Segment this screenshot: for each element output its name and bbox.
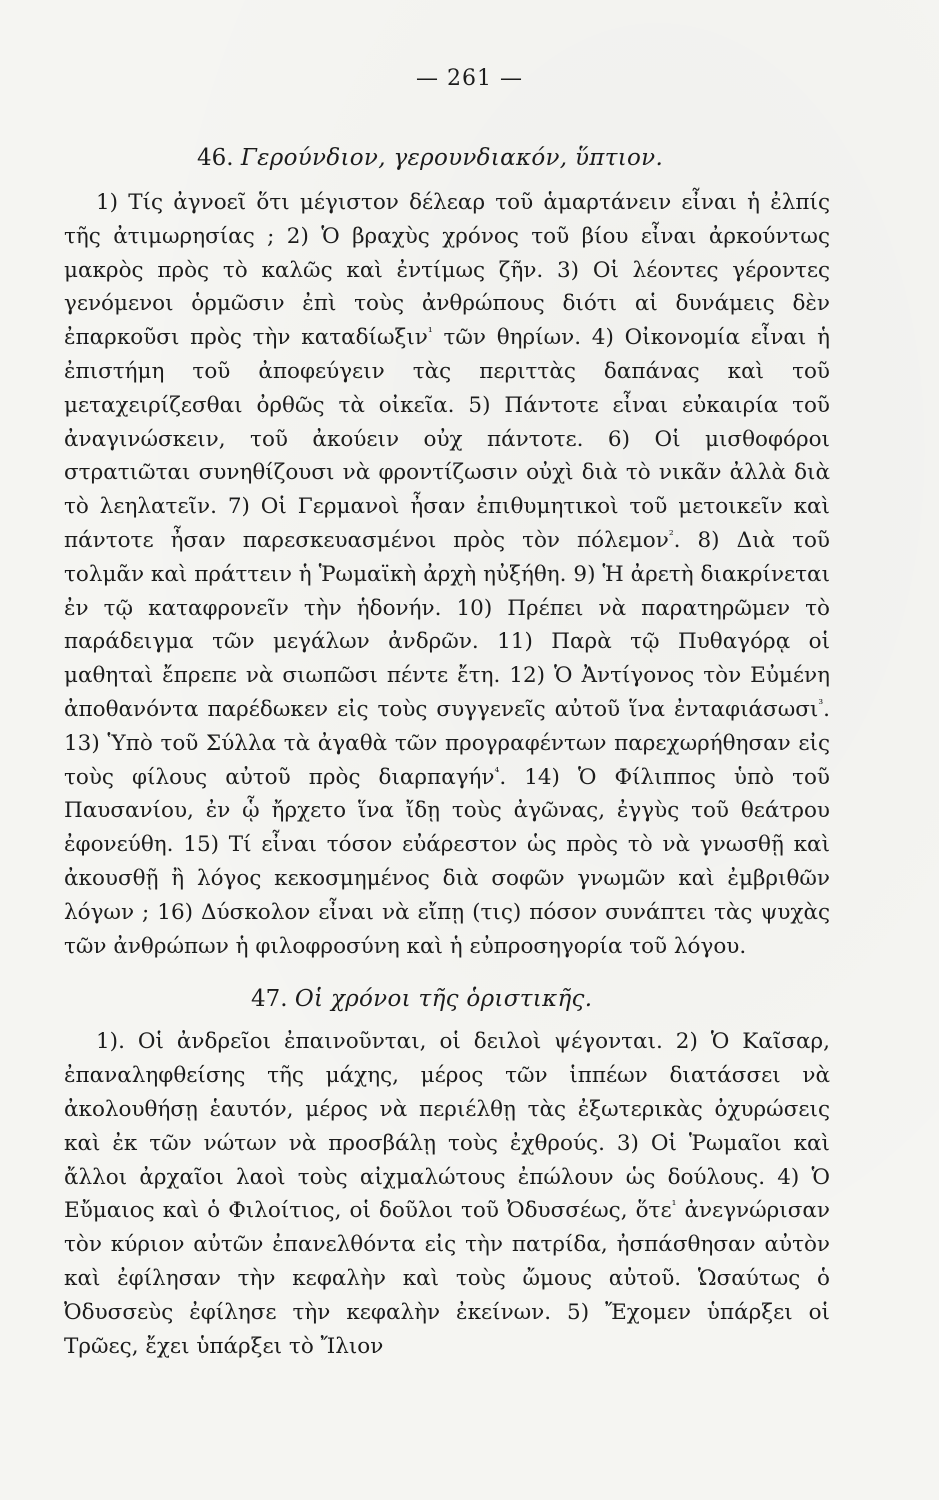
section-46-text-part: . 14) Ὁ Φίλιππος ὑπὸ τοῦ Παυσανίου, ἐν ᾧ ἤρχετο ἵνα ἴδῃ τοὺς ἀγῶνας, ἐγγὺς τοῦ θεάτρου ἐφονεύθη. 15) Τί εἶναι τόσον εὐάρεστον ὡς πρὸς τὸ νὰ γνωσθῇ καὶ ἀκουσθῇ ἢ λόγος κεκοσμημένος διὰ σοφῶν γνωμῶν καὶ ἐμβριθῶν λόγων ; 16) Δύσκολον εἶναι νὰ εἴπῃ (τις) πόσον συνάπτει τὰς ψυχὰς τῶν ἀνθρώπων ἡ φιλοφροσύνη καὶ ἡ εὐπροσηγορία τοῦ λόγου. bbox=[64, 764, 830, 959]
section-47-title: Οἱ χρόνοι τῆς ὁριστικῆς. bbox=[294, 986, 593, 1013]
section-46-text-part: 1) Τίς ἀγνοεῖ ὅτι μέγιστον δέλεαρ τοῦ ἁμαρτάνειν εἶναι ἡ ἐλπίς τῆς ἀτιμωρησίας ; 2) Ὁ βραχὺς χρόνος τοῦ βίου εἶναι ἀρκούντως μακρὸς πρὸς τὸ καλῶς καὶ ἐντίμως ζῆν. 3) Οἱ λέοντες γέροντες γενόμενοι ὁρμῶσιν ἐπὶ τοὺς ἀνθρώπους διότι αἱ δυνάμεις δὲν ἐπαρκοῦσι πρὸς τὴν καταδίωξιν bbox=[64, 190, 830, 351]
page-number: — 261 — bbox=[416, 66, 523, 91]
section-47-text-part: ἀνεγνώρισαν τὸν κύριον αὐτῶν ἐπανελθόντα εἰς τὴν πατρίδα, ἠσπάσθησαν αὐτὸν καὶ ἐφίλησαν τὴν κεφαλὴν καὶ τοὺς ὤμους αὐτοῦ. Ὡσαύτως ὁ Ὀδυσσεὺς ἐφίλησε τὴν κεφαλὴν ἐκείνων. 5) Ἔχομεν ὑπάρξει οἱ Τρῶες, ἔχει ὑπάρξει τὸ Ἴλιον bbox=[64, 1198, 830, 1359]
section-47-heading bbox=[64, 983, 830, 1015]
section-46-heading bbox=[64, 142, 830, 174]
footnote-marker: ¹ bbox=[427, 325, 433, 340]
section-46-text-part: τῶν θηρίων. 4) Οἰκονομία εἶναι ἡ ἐπιστήμη τοῦ ἀποφεύγειν τὰς περιττὰς δαπάνας καὶ τοῦ μεταχειρίζεσθαι ὀρθῶς τὰ οἰκεῖα. 5) Πάντοτε εἶναι εὐκαιρία τοῦ ἀναγινώσκειν, τοῦ ἀκούειν οὐχ πάντοτε. 6) Οἱ μισθοφόροι στρατιῶται συνηθίζουσι νὰ φροντίζωσιν οὐχὶ διὰ τὸ νικᾶν ἀλλὰ διὰ τὸ λεηλατεῖν. 7) Οἱ Γερμανοὶ ἦσαν ἐπιθυμητικοὶ τοῦ μετοικεῖν καὶ πάντοτε ἦσαν παρεσκευασμένοι πρὸς τὸν πόλεμον bbox=[64, 325, 830, 553]
section-47-paragraph bbox=[64, 1025, 830, 1363]
footnote-marker: ¹ bbox=[671, 1198, 677, 1213]
section-46-title: Γερούνδιον, γερουνδιακόν, ὕπτιον. bbox=[240, 145, 664, 171]
section-46-paragraph bbox=[64, 186, 830, 963]
section-47-number: 47. bbox=[251, 986, 288, 1013]
section-46-number: 46. bbox=[197, 145, 234, 171]
footnote-marker: ³ bbox=[818, 696, 824, 711]
section-46-text-part: . 8) Διὰ τοῦ τολμᾶν καὶ πράττειν ἡ Ῥωμαϊκὴ ἀρχὴ ηὐξήθη. 9) Ἡ ἀρετὴ διακρίνεται ἐν τῷ καταφρονεῖν τὴν ἡδονήν. 10) Πρέπει νὰ παρατηρῶμεν τὸ παράδειγμα τῶν μεγάλων ἀνδρῶν. 11) Παρὰ τῷ Πυθαγόρᾳ οἱ μαθηταὶ ἔπρεπε νὰ σιωπῶσι πέντε ἔτη. 12) Ὁ Ἀντίγονος τὸν Εὐμένη ἀποθανόντα παρέδωκεν εἰς τοὺς συγγενεῖς αὐτοῦ ἵνα ἐνταφιάσωσι bbox=[64, 527, 830, 722]
footnote-marker: ² bbox=[668, 527, 674, 542]
section-47-text-part: 1). Οἱ ἀνδρεῖοι ἐπαινοῦνται, οἱ δειλοὶ ψέγονται. 2) Ὁ Καῖσαρ, ἐπαναληφθείσης τῆς μάχης, μέρος τῶν ἱππέων διατάσσει νὰ ἀκολουθήσῃ ἑαυτόν, μέρος νὰ περιέλθῃ τὰς ἐξωτερικὰς ὀχυρώσεις καὶ ἐκ τῶν νώτων νὰ προσβάλῃ τοὺς ἐχθρούς. 3) Οἱ Ῥωμαῖοι καὶ ἄλλοι ἀρχαῖοι λαοὶ τοὺς αἰχμαλώτους ἐπώλουν ὡς δούλους. 4) Ὁ Εὔμαιος καὶ ὁ Φιλοίτιος, οἱ δοῦλοι τοῦ Ὀδυσσέως, ὅτε bbox=[64, 1029, 830, 1224]
section-46-text-part: . 13) Ὑπὸ τοῦ Σύλλα τὰ ἀγαθὰ τῶν προγραφέντων παρεχωρήθησαν εἰς τοὺς φίλους αὐτοῦ πρὸς διαρπαγήν bbox=[64, 696, 830, 790]
page-body bbox=[64, 142, 830, 1363]
footnote-marker: ⁴ bbox=[494, 764, 500, 779]
